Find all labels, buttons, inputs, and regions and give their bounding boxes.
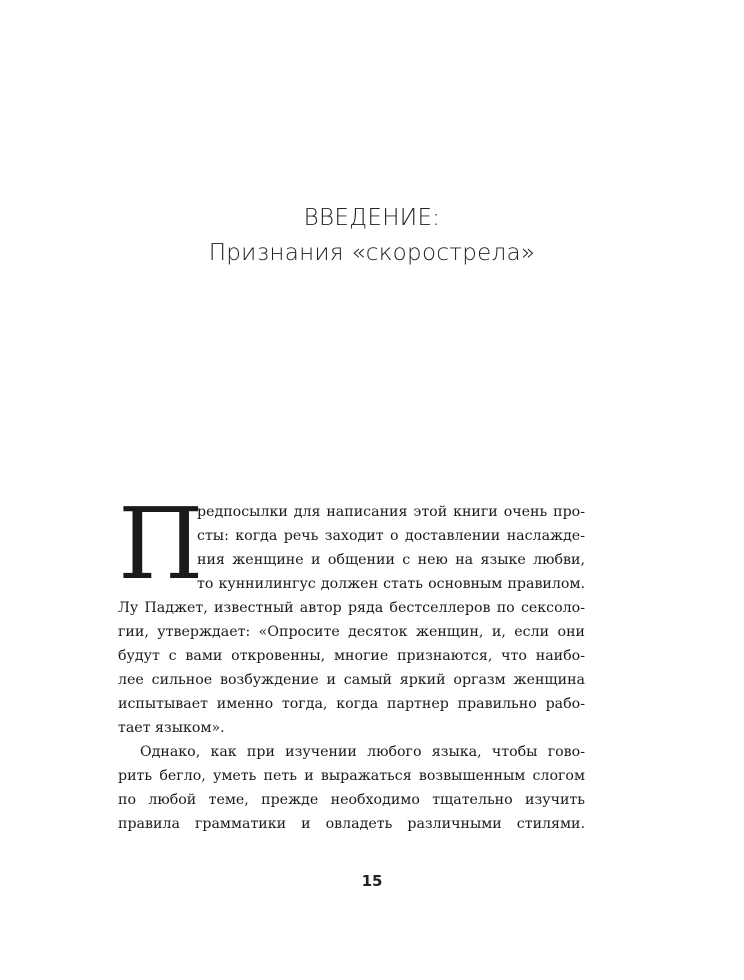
chapter-title: ВВЕДЕНИЕ: (303, 205, 441, 231)
text-line: ния женщине и общении с нею на языке любви, (197, 552, 585, 568)
text-line: Лу Паджет, известный автор ряда бестселлеров по сексоло- (118, 600, 585, 616)
text-line: рить бегло, уметь петь и выражаться возвышенным слогом (118, 768, 585, 784)
text-line: то куннилингус должен стать основным правилом. (197, 576, 585, 592)
paragraph-2 (118, 740, 585, 836)
text-line: тает языком». (118, 720, 225, 736)
body-text (118, 500, 585, 836)
chapter-subtitle: Признания «скорострела» (208, 240, 536, 266)
text-line: испытывает именно тогда, когда партнер правильно рабо- (118, 696, 585, 712)
text-line: редпосылки для написания этой книги очень про- (197, 504, 585, 520)
text-line: лее сильное возбуждение и самый яркий оргазм женщина (118, 672, 585, 688)
page-number: 15 (361, 872, 383, 890)
text-line: Однако, как при изучении любого языка, чтобы гово- (140, 744, 585, 760)
text-line: гии, утверждает: «Опросите десяток женщин, и, если они (118, 624, 585, 640)
drop-cap: П (118, 488, 204, 602)
text-line: будут с вами откровенны, многие признаются, что наибо- (118, 648, 585, 664)
text-line: правила грамматики и овладеть различными стилями. (118, 816, 585, 832)
text-line: по любой теме, прежде необходимо тщательно изучить (118, 792, 585, 808)
text-line: сты: когда речь заходит о доставлении наслажде- (197, 528, 585, 544)
paragraph-1 (118, 500, 585, 740)
